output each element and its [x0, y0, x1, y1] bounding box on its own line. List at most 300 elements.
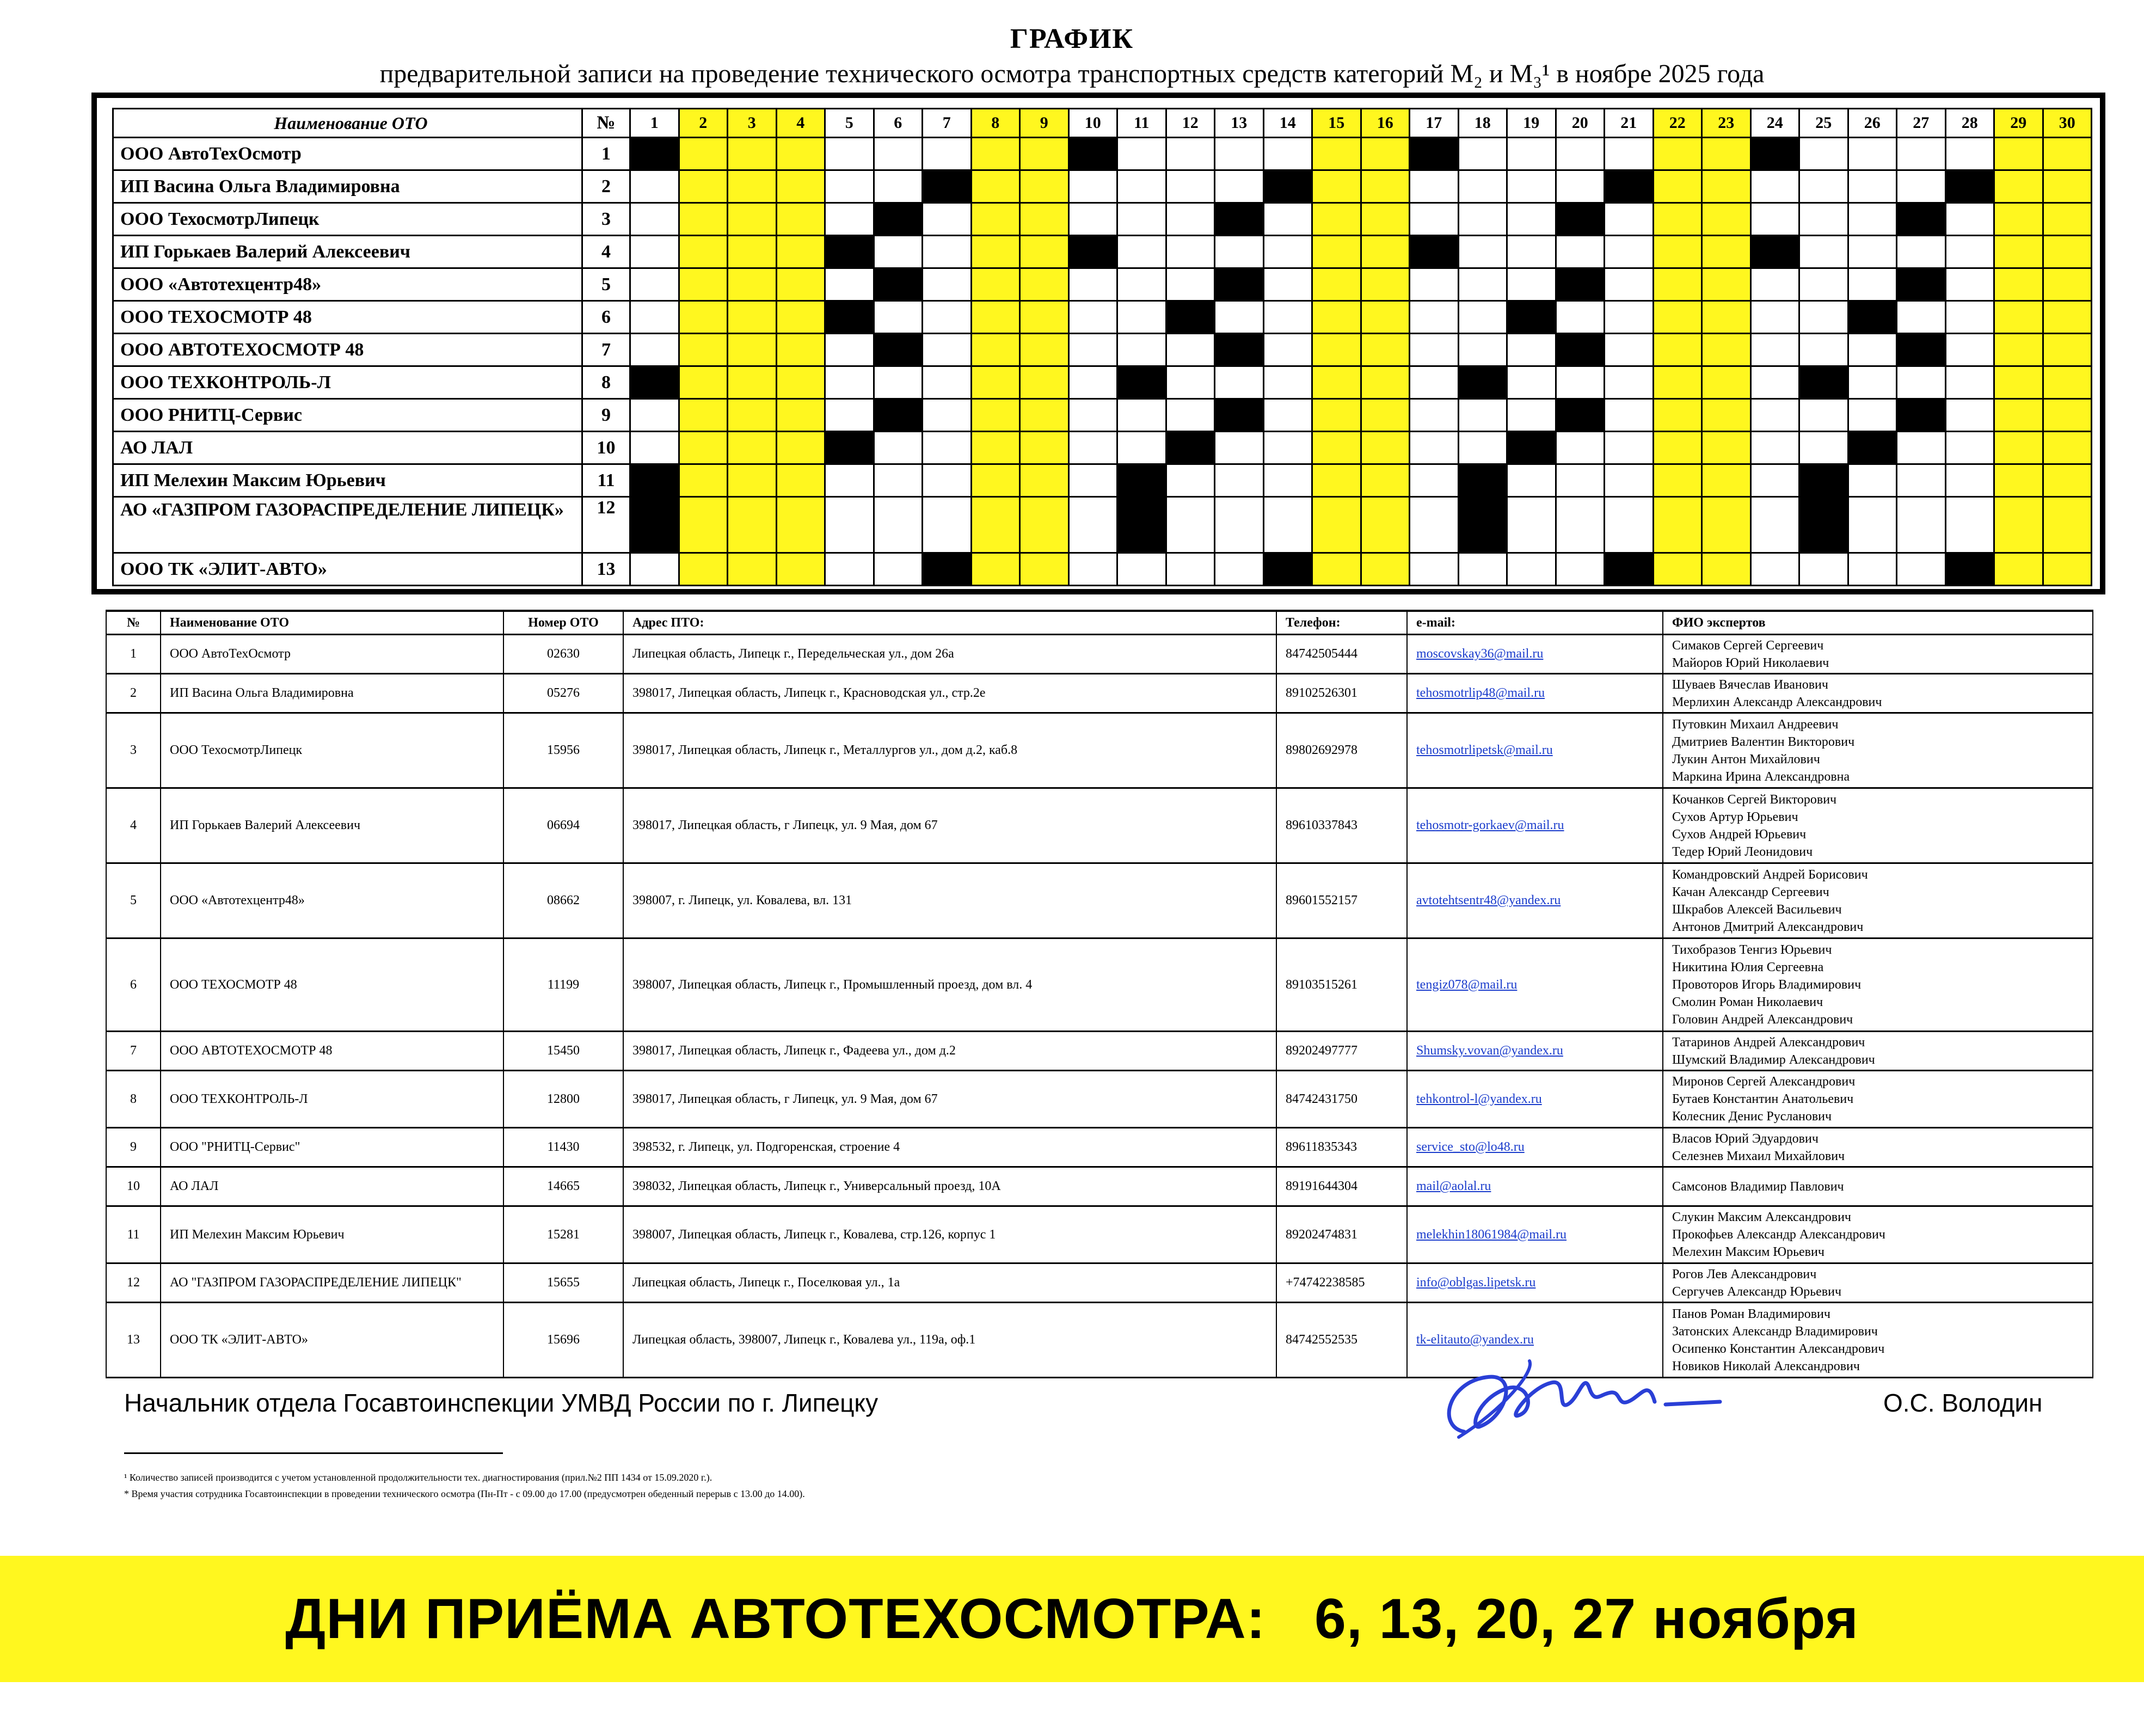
free-slot-cell: [1945, 464, 1994, 497]
free-slot-cell: [1458, 399, 1507, 432]
weekend-cell: [1020, 553, 1069, 586]
weekend-cell: [679, 497, 728, 553]
expert-name: Власов Юрий Эдуардович: [1672, 1131, 1819, 1146]
oto-code: 14665: [503, 1167, 623, 1206]
free-slot-cell: [1848, 236, 1897, 268]
free-slot-cell: [1750, 553, 1799, 586]
day-header: 2: [679, 109, 728, 138]
busy-cell: [1507, 432, 1556, 464]
info-row: [106, 1167, 2093, 1206]
expert-name: Майоров Юрий Николаевич: [1672, 655, 1829, 670]
free-slot-cell: [874, 464, 923, 497]
free-slot-cell: [1799, 268, 1848, 301]
weekend-cell: [776, 203, 825, 236]
day-header: 6: [874, 109, 923, 138]
oto-code: 15696: [503, 1303, 623, 1378]
expert-name: Осипенко Константин Александрович: [1672, 1341, 1885, 1356]
free-slot-cell: [1166, 334, 1215, 366]
row-number: 9: [106, 1128, 161, 1167]
free-slot-cell: [630, 553, 679, 586]
day-header: 4: [776, 109, 825, 138]
schedule-row: [113, 497, 2092, 553]
free-slot-cell: [1556, 464, 1605, 497]
free-slot-cell: [1848, 334, 1897, 366]
email-cell: [1407, 1263, 1663, 1303]
free-slot-cell: [825, 203, 874, 236]
weekend-cell: [679, 138, 728, 170]
free-slot-cell: [1263, 236, 1312, 268]
expert-name: Бутаев Константин Анатольевич: [1672, 1092, 1854, 1106]
info-row: [106, 1071, 2093, 1128]
busy-cell: [1848, 432, 1897, 464]
free-slot-cell: [1166, 497, 1215, 553]
oto-name: ИП Горькаев Валерий Алексеевич: [113, 236, 582, 268]
weekend-cell: [1994, 399, 2043, 432]
free-slot-cell: [1117, 432, 1166, 464]
busy-cell: [1166, 432, 1215, 464]
free-slot-cell: [1945, 203, 1994, 236]
free-slot-cell: [825, 170, 874, 203]
free-slot-cell: [1068, 497, 1117, 553]
oto-code: 15450: [503, 1032, 623, 1071]
schedule-row: [113, 138, 2092, 170]
phone: +74742238585: [1276, 1263, 1407, 1303]
free-slot-cell: [1117, 553, 1166, 586]
free-slot-cell: [1410, 399, 1459, 432]
free-slot-cell: [1410, 366, 1459, 399]
weekend-cell: [1361, 464, 1410, 497]
free-slot-cell: [1215, 236, 1264, 268]
info-row: [106, 863, 2093, 938]
weekend-cell: [1702, 170, 1751, 203]
weekend-cell: [971, 301, 1020, 334]
expert-name: Сергучев Александр Юрьевич: [1672, 1284, 1842, 1299]
free-slot-cell: [1215, 464, 1264, 497]
weekend-cell: [1020, 203, 1069, 236]
free-slot-cell: [825, 138, 874, 170]
weekend-cell: [1020, 170, 1069, 203]
free-slot-cell: [630, 268, 679, 301]
free-slot-cell: [1117, 138, 1166, 170]
day-header: 27: [1897, 109, 1946, 138]
free-slot-cell: [1263, 334, 1312, 366]
busy-cell: [923, 170, 972, 203]
oto-name: ИП Горькаев Валерий Алексеевич: [161, 788, 503, 863]
weekend-cell: [728, 236, 777, 268]
weekend-cell: [971, 203, 1020, 236]
weekend-cell: [1994, 301, 2043, 334]
weekend-cell: [679, 366, 728, 399]
weekend-cell: [1361, 334, 1410, 366]
weekend-cell: [971, 236, 1020, 268]
weekend-cell: [971, 399, 1020, 432]
weekend-cell: [2043, 497, 2092, 553]
busy-cell: [874, 268, 923, 301]
banner-text: ДНИ ПРИЁМА АВТОТЕХОСМОТРА: 6, 13, 20, 27 ноября: [285, 1587, 1859, 1651]
free-slot-cell: [1410, 170, 1459, 203]
day-header: 10: [1068, 109, 1117, 138]
free-slot-cell: [1068, 553, 1117, 586]
free-slot-cell: [1215, 497, 1264, 553]
weekend-cell: [776, 236, 825, 268]
oto-number: 13: [582, 553, 630, 586]
weekend-cell: [1702, 464, 1751, 497]
busy-cell: [1848, 301, 1897, 334]
oto-code: 15956: [503, 713, 623, 788]
weekend-cell: [1653, 170, 1702, 203]
weekend-cell: [728, 432, 777, 464]
free-slot-cell: [1897, 366, 1946, 399]
free-slot-cell: [1945, 399, 1994, 432]
day-header: 20: [1556, 109, 1605, 138]
email-link[interactable]: tengiz078@mail.ru: [1416, 977, 1518, 992]
weekend-cell: [1653, 236, 1702, 268]
experts-cell: [1663, 1167, 2093, 1206]
oto-name: ООО «Автотехцентр48»: [161, 863, 503, 938]
oto-name: ООО РНИТЦ-Сервис: [113, 399, 582, 432]
weekend-cell: [1702, 553, 1751, 586]
email-cell: [1407, 1167, 1663, 1206]
email-link[interactable]: service_sto@lo48.ru: [1416, 1140, 1525, 1154]
free-slot-cell: [874, 366, 923, 399]
free-slot-cell: [1166, 366, 1215, 399]
email-link[interactable]: tehkontrol-l@yandex.ru: [1416, 1091, 1542, 1106]
row-number: 2: [106, 674, 161, 713]
phone: 89202474831: [1276, 1206, 1407, 1263]
expert-name: Тедер Юрий Леонидович: [1672, 844, 1813, 859]
free-slot-cell: [1897, 138, 1946, 170]
busy-cell: [874, 203, 923, 236]
pto-address: 398007, Липецкая область, Липецк г., Промышленный проезд, дом вл. 4: [623, 938, 1276, 1032]
experts-cell: [1663, 674, 2093, 713]
busy-cell: [1556, 399, 1605, 432]
email-link[interactable]: mail@aolal.ru: [1416, 1179, 1491, 1193]
free-slot-cell: [630, 432, 679, 464]
free-slot-cell: [1897, 497, 1946, 553]
free-slot-cell: [1556, 236, 1605, 268]
free-slot-cell: [1848, 464, 1897, 497]
busy-cell: [1215, 399, 1264, 432]
free-slot-cell: [1068, 268, 1117, 301]
free-slot-cell: [1410, 464, 1459, 497]
day-header: 22: [1653, 109, 1702, 138]
busy-cell: [1750, 138, 1799, 170]
expert-name: Антонов Дмитрий Александрович: [1672, 919, 1864, 934]
email-cell: [1407, 1206, 1663, 1263]
email-link[interactable]: tk-elitauto@yandex.ru: [1416, 1333, 1534, 1347]
free-slot-cell: [1897, 464, 1946, 497]
busy-cell: [825, 301, 874, 334]
day-header: 30: [2043, 109, 2092, 138]
oto-number: 12: [582, 497, 630, 553]
free-slot-cell: [1507, 399, 1556, 432]
row-number: 4: [106, 788, 161, 863]
info-header-row: [106, 611, 2093, 635]
expert-name: Панов Роман Владимирович: [1672, 1306, 1830, 1321]
schedule-row: [113, 203, 2092, 236]
weekend-cell: [1702, 236, 1751, 268]
free-slot-cell: [1605, 464, 1654, 497]
weekend-cell: [971, 334, 1020, 366]
free-slot-cell: [1750, 301, 1799, 334]
busy-cell: [1945, 170, 1994, 203]
oto-name: АО ЛАЛ: [113, 432, 582, 464]
weekend-cell: [1653, 301, 1702, 334]
oto-name: ООО ТЕХОСМОТР 48: [161, 938, 503, 1032]
info-row: [106, 1032, 2093, 1071]
phone: 89102526301: [1276, 674, 1407, 713]
oto-code: 08662: [503, 863, 623, 938]
free-slot-cell: [1848, 553, 1897, 586]
pto-address: 398017, Липецкая область, Липецк г., Фадеева ул., дом д.2: [623, 1032, 1276, 1071]
free-slot-cell: [1410, 497, 1459, 553]
document-title: ГРАФИК: [1010, 23, 1134, 54]
weekend-cell: [1702, 301, 1751, 334]
weekend-cell: [1312, 301, 1361, 334]
free-slot-cell: [1117, 334, 1166, 366]
free-slot-cell: [1945, 366, 1994, 399]
free-slot-cell: [1507, 334, 1556, 366]
row-number: 7: [106, 1032, 161, 1071]
oto-number: 4: [582, 236, 630, 268]
email-link[interactable]: tehosmotr-gorkaev@mail.ru: [1416, 818, 1564, 832]
day-header: 29: [1994, 109, 2043, 138]
handwritten-signature: [1426, 1350, 1731, 1459]
free-slot-cell: [1166, 464, 1215, 497]
info-row: [106, 635, 2093, 674]
weekend-cell: [1361, 170, 1410, 203]
free-slot-cell: [825, 553, 874, 586]
email-link[interactable]: avtotehtsentr48@yandex.ru: [1416, 893, 1561, 907]
weekend-cell: [2043, 399, 2092, 432]
day-header: 19: [1507, 109, 1556, 138]
phone: 84742431750: [1276, 1071, 1407, 1128]
weekend-cell: [1653, 203, 1702, 236]
email-link[interactable]: tehosmotrlip48@mail.ru: [1416, 686, 1545, 700]
weekend-cell: [2043, 203, 2092, 236]
free-slot-cell: [923, 268, 972, 301]
free-slot-cell: [1750, 366, 1799, 399]
weekend-cell: [679, 464, 728, 497]
weekend-cell: [679, 553, 728, 586]
phone: 89601552157: [1276, 863, 1407, 938]
free-slot-cell: [1263, 464, 1312, 497]
busy-cell: [1605, 553, 1654, 586]
oto-code: 02630: [503, 635, 623, 674]
expert-name: Шумский Владимир Александрович: [1672, 1052, 1875, 1067]
free-slot-cell: [923, 334, 972, 366]
email-cell: [1407, 1032, 1663, 1071]
expert-name: Никитина Юлия Сергеевна: [1672, 960, 1824, 974]
free-slot-cell: [825, 464, 874, 497]
free-slot-cell: [1263, 497, 1312, 553]
expert-name: Тихобразов Тенгиз Юрьевич: [1672, 943, 1832, 957]
email-link[interactable]: melekhin18061984@mail.ru: [1416, 1227, 1567, 1242]
free-slot-cell: [1458, 170, 1507, 203]
expert-name: Сухов Артур Юрьевич: [1672, 809, 1798, 824]
email-link[interactable]: info@oblgas.lipetsk.ru: [1416, 1275, 1536, 1290]
oto-number: 1: [582, 138, 630, 170]
free-slot-cell: [1945, 268, 1994, 301]
expert-name: Симаков Сергей Сергеевич: [1672, 638, 1824, 653]
free-slot-cell: [1458, 553, 1507, 586]
oto-name: ИП Мелехин Максим Юрьевич: [113, 464, 582, 497]
oto-number: 2: [582, 170, 630, 203]
email-link[interactable]: moscovskay36@mail.ru: [1416, 647, 1544, 661]
weekend-cell: [1312, 366, 1361, 399]
free-slot-cell: [1507, 268, 1556, 301]
free-slot-cell: [1507, 497, 1556, 553]
busy-cell: [1897, 334, 1946, 366]
free-slot-cell: [1799, 236, 1848, 268]
weekend-cell: [1020, 236, 1069, 268]
free-slot-cell: [1166, 236, 1215, 268]
schedule-row: [113, 432, 2092, 464]
free-slot-cell: [1750, 432, 1799, 464]
free-slot-cell: [1848, 366, 1897, 399]
busy-cell: [1799, 366, 1848, 399]
phone: 89611835343: [1276, 1128, 1407, 1167]
email-cell: [1407, 1128, 1663, 1167]
email-cell: [1407, 674, 1663, 713]
free-slot-cell: [1848, 268, 1897, 301]
busy-cell: [1117, 464, 1166, 497]
phone: 89802692978: [1276, 713, 1407, 788]
weekend-cell: [2043, 366, 2092, 399]
free-slot-cell: [1166, 553, 1215, 586]
phone: 84742552535: [1276, 1303, 1407, 1378]
pto-address: 398017, Липецкая область, Липецк г., Красноводская ул., стр.2е: [623, 674, 1276, 713]
pto-address: 398032, Липецкая область, Липецк г., Универсальный проезд, 10А: [623, 1167, 1276, 1206]
weekend-cell: [1994, 432, 2043, 464]
busy-cell: [923, 553, 972, 586]
weekend-cell: [776, 170, 825, 203]
day-header: 14: [1263, 109, 1312, 138]
weekend-cell: [2043, 236, 2092, 268]
free-slot-cell: [1750, 497, 1799, 553]
oto-name: ООО АвтоТехОсмотр: [113, 138, 582, 170]
email-cell: [1407, 863, 1663, 938]
email-link[interactable]: tehosmotrlipetsk@mail.ru: [1416, 743, 1553, 757]
free-slot-cell: [1605, 301, 1654, 334]
experts-cell: [1663, 788, 2093, 863]
free-slot-cell: [1068, 301, 1117, 334]
busy-cell: [1897, 203, 1946, 236]
day-header: 9: [1020, 109, 1069, 138]
schedule-table: [112, 108, 2092, 586]
day-header: 5: [825, 109, 874, 138]
weekend-cell: [1020, 334, 1069, 366]
day-header: 13: [1215, 109, 1264, 138]
weekend-cell: [728, 203, 777, 236]
info-row: [106, 1303, 2093, 1378]
email-cell: [1407, 788, 1663, 863]
busy-cell: [1410, 138, 1459, 170]
oto-code: 06694: [503, 788, 623, 863]
experts-cell: [1663, 1032, 2093, 1071]
free-slot-cell: [1897, 301, 1946, 334]
oto-name: ООО ТехосмотрЛипецк: [161, 713, 503, 788]
weekend-cell: [1020, 432, 1069, 464]
weekend-cell: [1312, 203, 1361, 236]
phone: 89191644304: [1276, 1167, 1407, 1206]
weekend-cell: [1702, 366, 1751, 399]
weekend-cell: [776, 432, 825, 464]
weekend-cell: [1994, 553, 2043, 586]
busy-cell: [1945, 553, 1994, 586]
phone: 89610337843: [1276, 788, 1407, 863]
weekend-cell: [1994, 497, 2043, 553]
weekend-cell: [679, 268, 728, 301]
oto-number: 9: [582, 399, 630, 432]
row-number: 11: [106, 1206, 161, 1263]
weekend-cell: [2043, 432, 2092, 464]
weekend-cell: [1361, 432, 1410, 464]
busy-cell: [1117, 497, 1166, 553]
schedule-row: [113, 399, 2092, 432]
day-header: 28: [1945, 109, 1994, 138]
weekend-cell: [1312, 170, 1361, 203]
free-slot-cell: [1507, 203, 1556, 236]
free-slot-cell: [1507, 236, 1556, 268]
busy-cell: [1068, 138, 1117, 170]
weekend-cell: [1361, 203, 1410, 236]
info-header-cell: №: [106, 611, 161, 635]
expert-name: Мерлихин Александр Александрович: [1672, 695, 1882, 709]
expert-name: Мелехин Максим Юрьевич: [1672, 1245, 1824, 1259]
schedule-row: [113, 268, 2092, 301]
info-header-cell: ФИО экспертов: [1663, 611, 2093, 635]
expert-name: Командровский Андрей Борисович: [1672, 867, 1868, 882]
busy-cell: [1556, 268, 1605, 301]
free-slot-cell: [923, 301, 972, 334]
free-slot-cell: [825, 497, 874, 553]
busy-cell: [1556, 334, 1605, 366]
free-slot-cell: [1799, 301, 1848, 334]
free-slot-cell: [1458, 268, 1507, 301]
weekend-cell: [1653, 399, 1702, 432]
free-slot-cell: [1215, 138, 1264, 170]
weekend-cell: [971, 497, 1020, 553]
weekend-cell: [728, 334, 777, 366]
weekend-cell: [971, 268, 1020, 301]
oto-name: ООО "РНИТЦ-Сервис": [161, 1128, 503, 1167]
weekend-cell: [728, 464, 777, 497]
weekend-cell: [1020, 497, 1069, 553]
email-link[interactable]: Shumsky.vovan@yandex.ru: [1416, 1044, 1563, 1058]
free-slot-cell: [1799, 203, 1848, 236]
info-header-cell: Адрес ПТО:: [623, 611, 1276, 635]
weekend-cell: [728, 497, 777, 553]
free-slot-cell: [1507, 553, 1556, 586]
expert-name: Шкрабов Алексей Васильевич: [1672, 902, 1842, 917]
weekend-cell: [1020, 366, 1069, 399]
expert-name: Слукин Максим Александрович: [1672, 1210, 1851, 1224]
free-slot-cell: [923, 366, 972, 399]
footnote-1: ¹ Количество записей производится с учетом установленной продолжительности тех. диагностирования (прил.№2 ПП 1434 от 15.09.2020 г.).: [124, 1472, 712, 1483]
free-slot-cell: [1799, 432, 1848, 464]
busy-cell: [1799, 464, 1848, 497]
busy-cell: [1263, 553, 1312, 586]
free-slot-cell: [1117, 170, 1166, 203]
row-number: 13: [106, 1303, 161, 1378]
free-slot-cell: [923, 399, 972, 432]
weekend-cell: [776, 138, 825, 170]
day-header: 17: [1410, 109, 1459, 138]
free-slot-cell: [1848, 138, 1897, 170]
pto-address: 398017, Липецкая область, г Липецк, ул. 9 Мая, дом 67: [623, 788, 1276, 863]
oto-number: 8: [582, 366, 630, 399]
